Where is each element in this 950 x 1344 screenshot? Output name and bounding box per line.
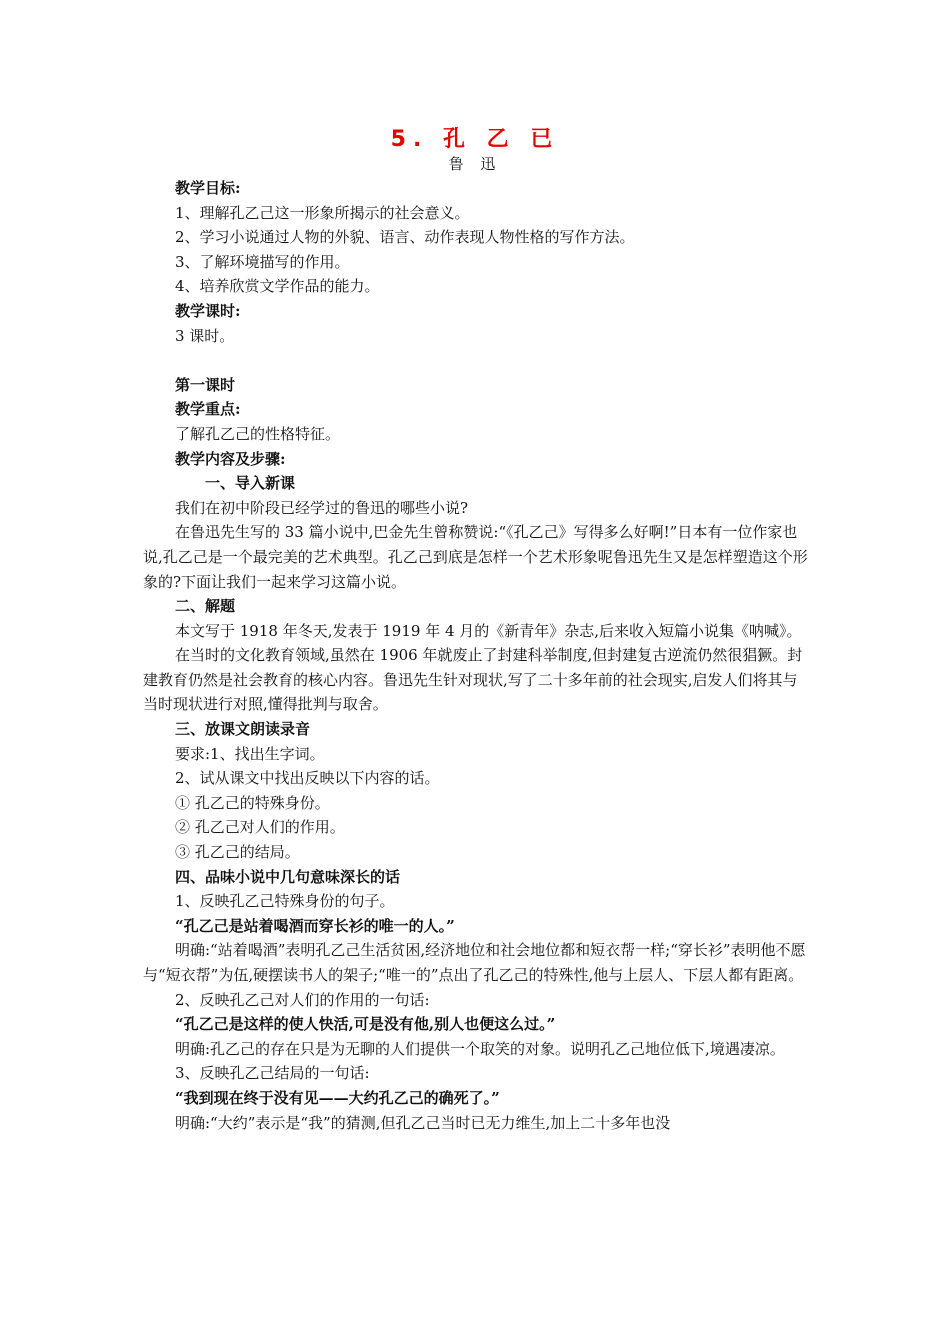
objective-item: 4、培养欣赏文学作品的能力。 [175,277,380,296]
section-heading: 三、放课文朗读录音 [175,720,311,739]
objective-item: 2、学习小说通过人物的外貌、语言、动作表现人物性格的写作方法。 [175,228,635,247]
section-heading: 一、导入新课 [205,474,296,493]
section-heading: 四、品味小说中几句意味深长的话 [175,867,401,886]
question: 1、反映孔乙己特殊身份的句子。 [175,892,395,911]
document-body [143,176,811,1135]
requirement: 2、试从课文中找出反映以下内容的话。 [175,769,440,788]
author-name: 鲁 迅 [448,155,502,173]
explanation: 明确:“站着喝酒”表明孔乙己生活贫困,经济地位和社会地位都和短衣帮一样;“穿长衫”表明他不愿与“短衣帮”为伍,硬摆读书人的架子;“唯一的”点出了孔乙己的特殊性,他与上层人、下层人都有距离。 [143,941,806,984]
quote: “孔乙己是站着喝酒而穿长衫的唯一的人。” [175,916,455,935]
paragraph: 在当时的文化教育领域,虽然在 1906 年就废止了封建科举制度,但封建复古逆流仍然很猖獗。封建教育仍然是社会教育的核心内容。鲁迅先生针对现状,写了二十多年前的社会现实,启发人们将其与当时现状进行对照,懂得批判与取舍。 [143,646,803,714]
paragraph: 我们在初中阶段已经学过的鲁迅的哪些小说? [175,498,469,517]
quote: “孔乙己是这样的使人快活,可是没有他,别人也便这么过。” [175,1015,556,1034]
paragraph: 本文写于 1918 年冬天,发表于 1919 年 4 月的《新青年》杂志,后来收入短篇小说集《呐喊》。 [175,621,802,640]
spacer [143,348,811,373]
question: 2、反映孔乙己对人们的作用的一句话: [175,990,430,1009]
hours-text: 3 课时。 [175,326,235,345]
focus-heading: 教学重点: [175,400,241,419]
question: 3、反映孔乙己结局的一句话: [175,1064,370,1083]
objectives-heading: 教学目标: [175,179,241,197]
list-item: ③ 孔乙己的结局。 [175,843,300,862]
section-heading: 二、解题 [175,597,236,616]
list-item: ① 孔乙己的特殊身份。 [175,793,330,812]
requirement: 要求:1、找出生字词。 [175,744,325,763]
objective-item: 3、了解环境描写的作用。 [175,252,350,271]
focus-text: 了解孔乙己的性格特征。 [175,424,341,443]
lesson-heading: 第一课时 [175,375,236,394]
explanation: 明确:孔乙己的存在只是为无聊的人们提供一个取笑的对象。说明孔乙己地位低下,境遇凄凉。 [175,1039,785,1058]
list-item: ② 孔乙己对人们的作用。 [175,818,345,837]
quote: “我到现在终于没有见——大约孔乙己的确死了。” [175,1088,500,1107]
explanation: 明确:“大约”表示是“我”的猜测,但孔乙己当时已无力维生,加上二十多年也没 [175,1113,671,1132]
objective-item: 1、理解孔乙己这一形象所揭示的社会意义。 [175,203,470,222]
paragraph: 在鲁迅先生写的 33 篇小说中,巴金先生曾称赞说:“《孔乙己》写得多么好啊!”日本有一位作家也说,孔乙己是一个最完美的艺术典型。孔乙己到底是怎样一个艺术形象呢鲁迅先生又是怎样塑造这个形象的?下面让我们一起来学习这篇小说。 [143,523,808,591]
document-title: 5. 孔 乙 已 [390,127,560,152]
hours-heading: 教学课时: [175,301,241,320]
content-heading: 教学内容及步骤: [175,449,286,468]
